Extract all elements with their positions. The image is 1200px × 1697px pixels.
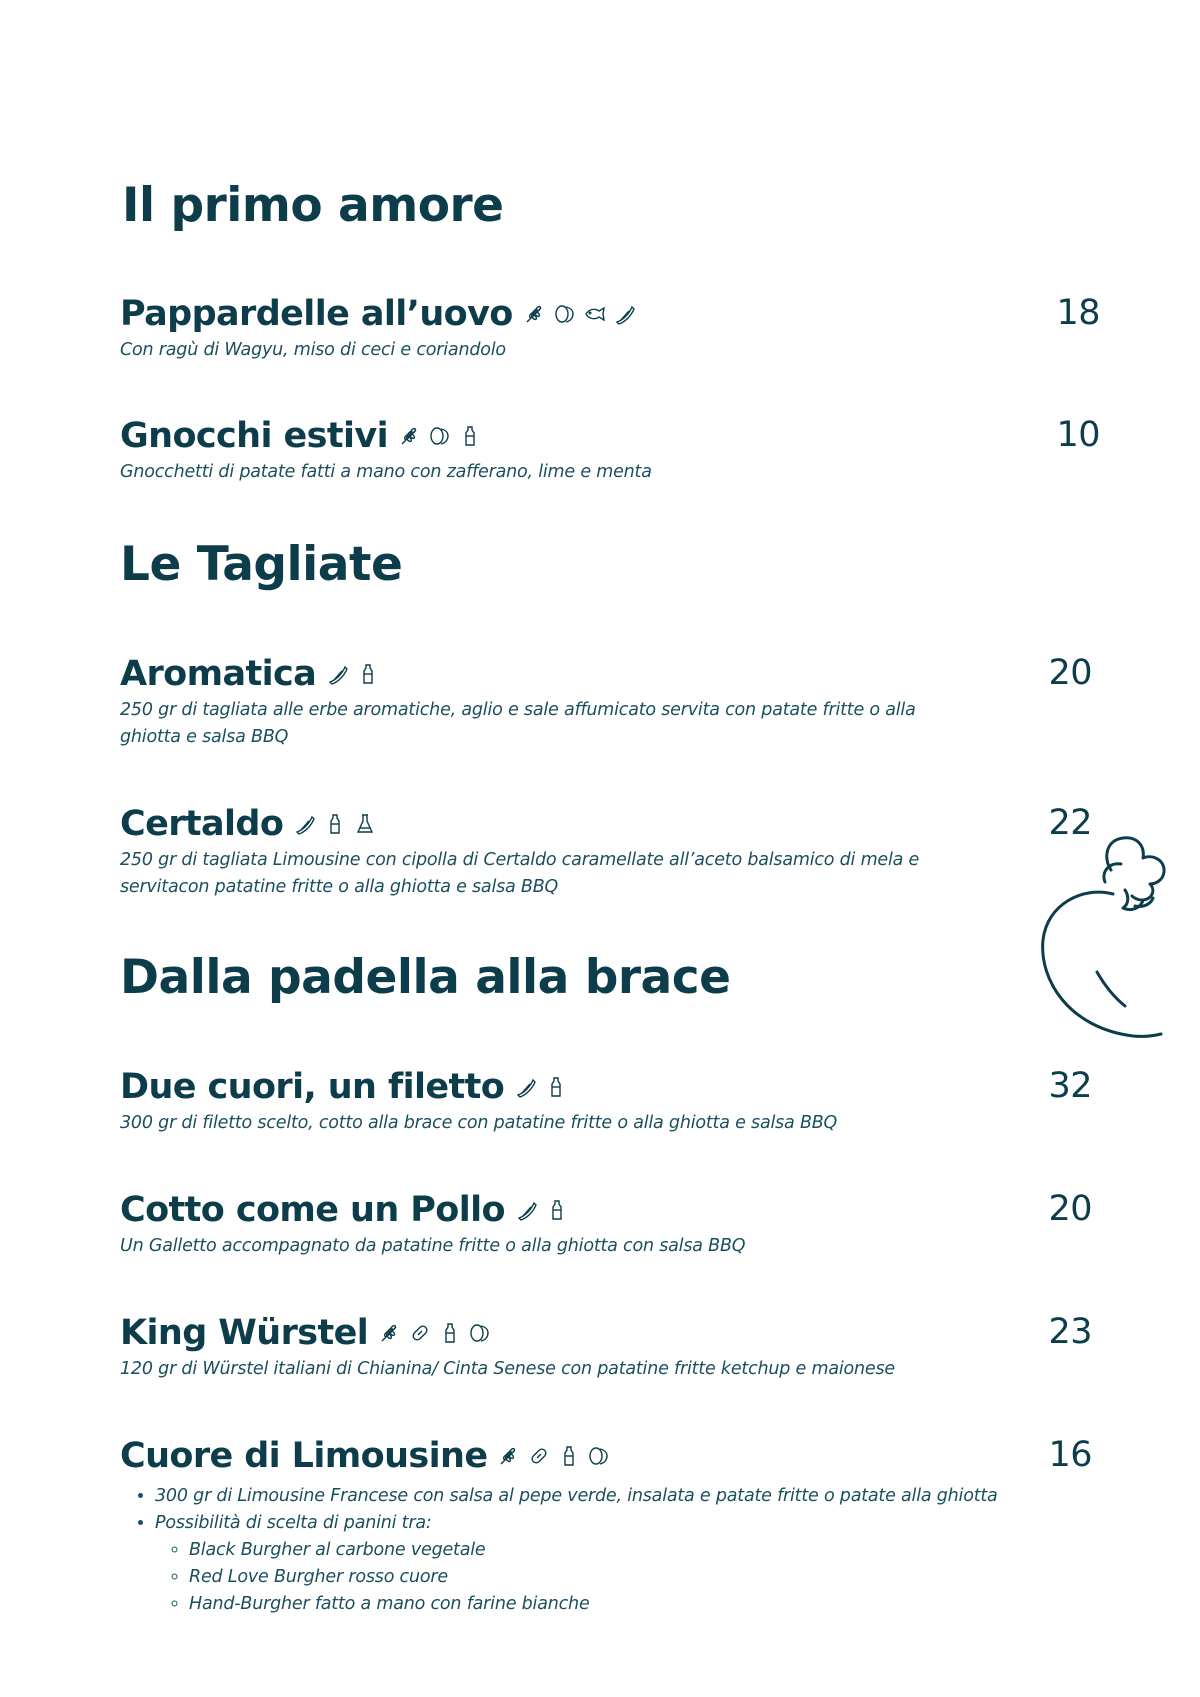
sub-bullet-list (155, 1537, 1092, 1618)
milk-bottle-icon (356, 662, 380, 686)
milk-bottle-icon (557, 1444, 581, 1468)
dish-item (120, 413, 1100, 486)
mustard-icon (527, 1444, 551, 1468)
flask-icon (353, 812, 377, 836)
allergen-icons (497, 1444, 611, 1468)
wheat-icon (378, 1321, 402, 1345)
dish-item (120, 1064, 1092, 1137)
dish-item (120, 651, 1092, 751)
dish-description-line2: servitacon patatine fritte o alla ghiotta e salsa BBQ (120, 877, 559, 897)
dish-item (120, 1310, 1092, 1383)
egg-icon (587, 1444, 611, 1468)
dish-name: Aromatica (120, 654, 317, 694)
celery-icon (613, 302, 637, 326)
wheat-icon (497, 1444, 521, 1468)
dish-price: 18 (1056, 293, 1100, 333)
milk-bottle-icon (545, 1198, 569, 1222)
mustard-icon (408, 1321, 432, 1345)
dish-price: 32 (1048, 1066, 1092, 1106)
dish-description: Un Galletto accompagnato da patatine fritte o alla ghiotta con salsa BBQ (120, 1236, 746, 1256)
dish-price: 16 (1048, 1435, 1092, 1475)
dish-price: 20 (1048, 1189, 1092, 1229)
list-item: • 300 gr di Limousine Francese con salsa al pepe verde, insalata e patate fritte o patate alla ghiotta (155, 1483, 1092, 1510)
list-item-text: Possibilità di scelta di panini tra: (155, 1513, 432, 1533)
celery-icon (293, 812, 317, 836)
dish-description: Gnocchetti di patate fatti a mano con zafferano, lime e menta (120, 462, 652, 482)
allergen-icons (398, 424, 482, 448)
dish-description: 250 gr di tagliata alle erbe aromatiche, aglio e sale affumicato servita con patate fritte o alla (120, 700, 916, 720)
dish-price: 10 (1056, 415, 1100, 455)
dish-description: 120 gr di Würstel italiani di Chianina/ Cinta Senese con patatine fritte ketchup e maionese (120, 1359, 895, 1379)
allergen-icons (326, 662, 380, 686)
celery-icon (514, 1075, 538, 1099)
dish-price: 23 (1048, 1312, 1092, 1352)
wheat-icon (523, 302, 547, 326)
dish-item (120, 1187, 1092, 1260)
dish-price: 20 (1048, 653, 1092, 693)
chef-illustration (1035, 812, 1200, 1072)
dish-name: Gnocchi estivi (120, 416, 388, 456)
list-item (155, 1510, 1092, 1618)
milk-bottle-icon (438, 1321, 462, 1345)
milk-bottle-icon (323, 812, 347, 836)
milk-bottle-icon (458, 424, 482, 448)
dish-item (120, 291, 1100, 364)
section-title: Le Tagliate (120, 537, 403, 592)
allergen-icons (515, 1198, 569, 1222)
dish-name: King Würstel (120, 1313, 369, 1353)
dish-description: 300 gr di filetto scelto, cotto alla brace con patatine fritte o alla ghiotta e salsa BBQ (120, 1113, 838, 1133)
dish-name: Pappardelle all’uovo (120, 294, 513, 334)
sub-list-item: ◦ Black Burgher al carbone vegetale (189, 1537, 1092, 1564)
allergen-icons (293, 812, 377, 836)
sub-list-item: ◦ Hand-Burgher fatto a mano con farine bianche (189, 1591, 1092, 1618)
wheat-icon (398, 424, 422, 448)
dish-description: 250 gr di tagliata Limousine con cipolla di Certaldo caramellate all’aceto balsamico di mela e (120, 850, 920, 870)
allergen-icons (523, 302, 637, 326)
celery-icon (326, 662, 350, 686)
dish-name: Due cuori, un filetto (120, 1067, 505, 1107)
allergen-icons (378, 1321, 492, 1345)
section-title: Dalla padella alla brace (120, 950, 731, 1005)
sub-list-item: ◦ Red Love Burgher rosso cuore (189, 1564, 1092, 1591)
fish-icon (583, 302, 607, 326)
section-title: Il primo amore (122, 178, 504, 233)
dish-price: 22 (1048, 803, 1092, 843)
dish-name: Cuore di Limousine (120, 1436, 488, 1476)
milk-bottle-icon (544, 1075, 568, 1099)
celery-icon (515, 1198, 539, 1222)
egg-icon (553, 302, 577, 326)
egg-icon (468, 1321, 492, 1345)
dish-name: Cotto come un Pollo (120, 1190, 505, 1230)
dish-item (120, 801, 1092, 901)
bullet-list (120, 1483, 1092, 1618)
dish-item (120, 1433, 1092, 1618)
dish-description: Con ragù di Wagyu, miso di ceci e coriandolo (120, 340, 506, 360)
egg-icon (428, 424, 452, 448)
dish-description-line2: ghiotta e salsa BBQ (120, 727, 289, 747)
allergen-icons (514, 1075, 568, 1099)
dish-name: Certaldo (120, 804, 284, 844)
